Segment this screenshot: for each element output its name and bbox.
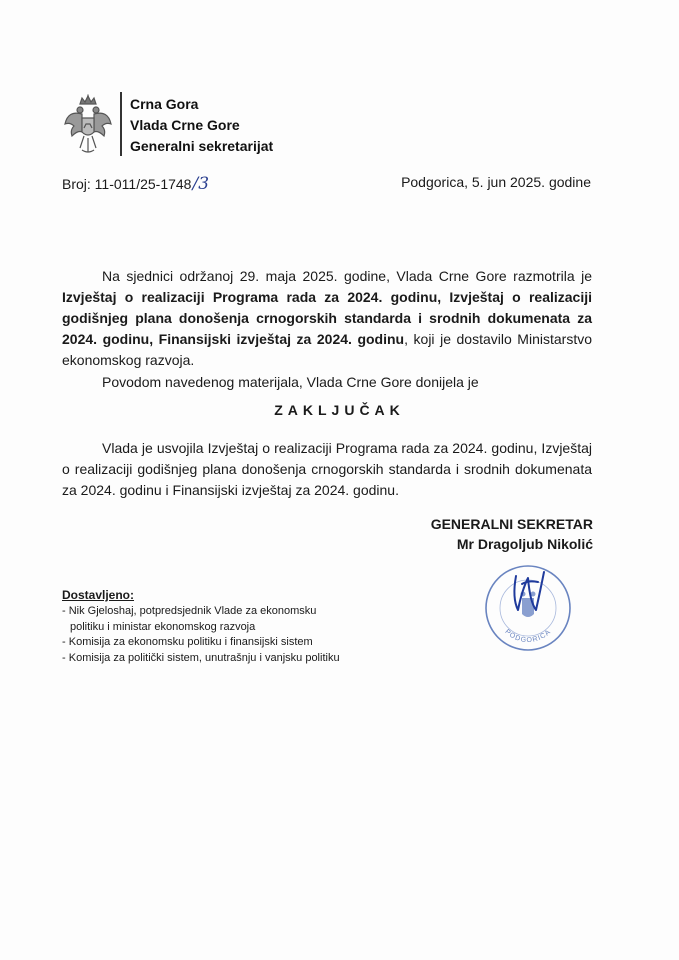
coat-of-arms-icon [62,94,114,156]
paragraph-session-outro: , koji je dostavilo Ministarstvo ekonomskog razvoja. [62,331,592,368]
paragraph-conclusion: Vlada je usvojila Izvještaj o realizaciji Programa rada za 2024. godinu, Izvještaj o realizaciji godišnjeg plana donošenja crnogorskih standarda i srodnih dokumenata za 2024. godinu i Finansijski izvještaj za 2024. godinu. [62,440,592,498]
distribution-list [62,604,340,666]
reference-label: Broj: 11-011/25-1748 [62,176,192,192]
reference-number [62,174,209,194]
letterhead [130,94,273,157]
paragraph-session-bold: Izvještaj o realizaciji Programa rada za 2024. godinu, Izvještaj o realizaciji godišnjeg plana donošenja crnogorskih standarda i srodnih dokumenata za 2024. godinu, Finansijski izvještaj za 2024. godinu [62,289,592,347]
date-line: Podgorica, 5. jun 2025. godine [401,174,591,190]
official-stamp [478,558,578,658]
handwritten-suffix: /3 [192,174,210,194]
list-item: - Nik Gjeloshaj, potpredsjednik Vlade za ekonomsku [62,604,340,620]
signature-name: Mr Dragoljub Nikolić [456,536,593,552]
list-item: - Komisija za ekonomsku politiku i finansijski sistem [62,635,340,651]
conclusion-heading: ZAKLJUČAK [274,402,405,418]
letterhead-office: Generalni sekretarijat [130,138,274,154]
signature-block [431,514,593,554]
list-item: politiku i ministar ekonomskog razvoja [70,620,256,633]
paragraph-session [62,266,592,371]
signature-title: GENERALNI SEKRETAR [430,516,593,532]
stamp-city: PODGORICA [503,628,553,645]
letterhead-divider [120,92,122,156]
letterhead-government: Vlada Crne Gore [130,117,240,133]
paragraph-session-intro: Na sjednici održanoj 29. maja 2025. godine, Vlada Crne Gore razmotrila je [102,268,592,284]
list-item: - Komisija za politički sistem, unutrašnju i vanjsku politiku [62,651,340,667]
distribution-label: Dostavljeno: [62,588,135,602]
paragraph-decision-intro: Povodom navedenog materijala, Vlada Crne Gore donijela je [102,374,479,390]
letterhead-country: Crna Gora [130,96,199,112]
